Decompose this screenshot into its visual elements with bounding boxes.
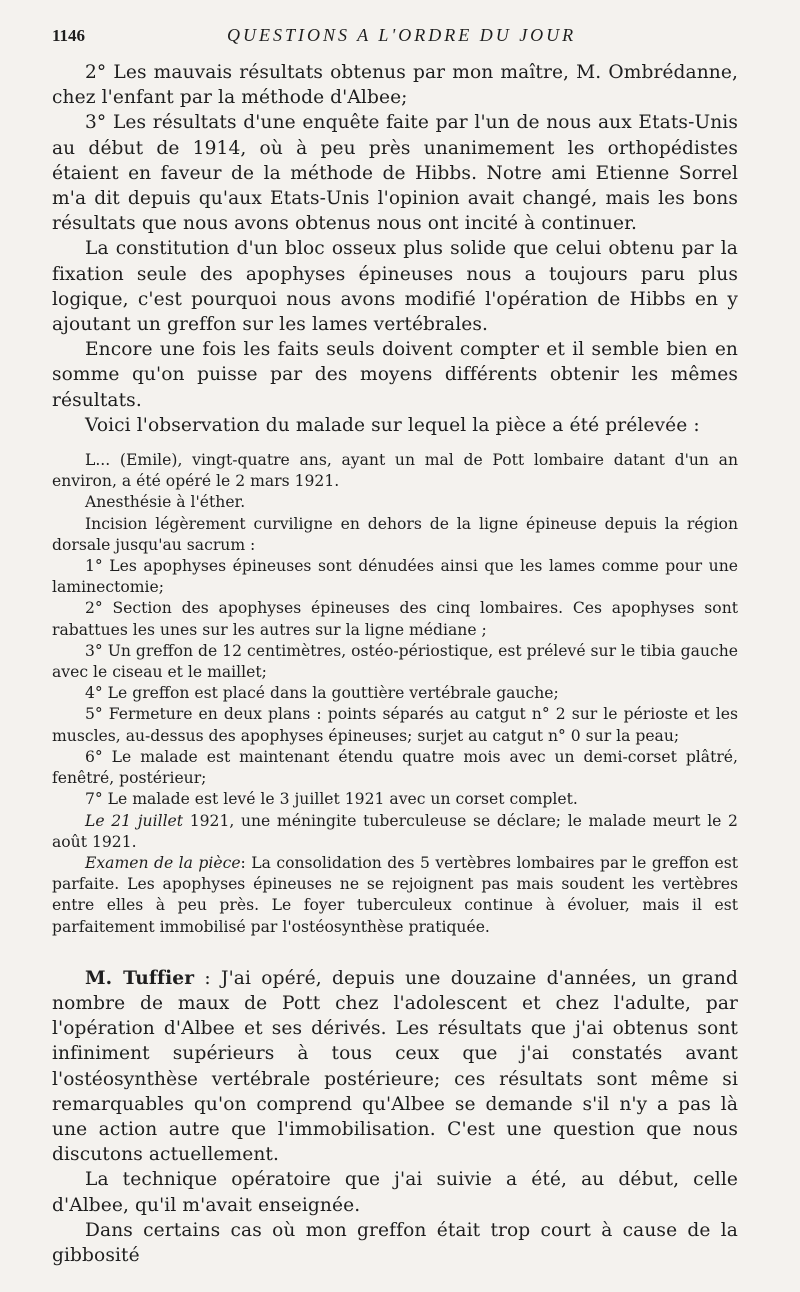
observation-block <box>52 450 738 938</box>
deces-paragraph <box>52 811 738 853</box>
main-text <box>52 60 738 438</box>
paragraph: La constitution d'un bloc osseux plus solide que celui obtenu par la fixation seule des apophyses épineuses nous a toujours paru plus logique, c'est pourquoi nous avons modifié l'opération de Hibbs en y ajoutant un greffon sur les lames vertébrales. <box>52 238 738 336</box>
tuffier-paragraph <box>52 966 738 1168</box>
paragraph: Voici l'observation du malade sur lequel la pièce a été prélevée : <box>85 414 700 436</box>
page-number: 1146 <box>52 26 86 45</box>
paragraph: La technique opératoire que j'ai suivie a été, au début, celle d'Albee, qu'il m'avait enseignée. <box>52 1169 738 1216</box>
speaker-name: M. Tuffier <box>85 967 195 989</box>
paragraph: Dans certains cas où mon greffon était trop court à cause de la gibbosité <box>52 1219 738 1266</box>
observation-line: 1° Les apophyses épineuses sont dénudées ainsi que les lames comme pour une laminectomie; <box>52 557 738 597</box>
paragraph: Encore une fois les faits seuls doivent compter et il semble bien en somme qu'on puisse par des moyens différents obtenir les mêmes résultats. <box>52 339 738 411</box>
paragraph: 2° Les mauvais résultats obtenus par mon maître, M. Ombrédanne, chez l'enfant par la méthode d'Albee; <box>52 62 738 109</box>
observation-line: Anesthésie à l'éther. <box>85 493 246 512</box>
running-title: QUESTIONS A L'ORDRE DU JOUR <box>227 25 577 45</box>
observation-line: L... (Emile), vingt-quatre ans, ayant un mal de Pott lombaire datant d'un an environ, a été opéré le 2 mars 1921. <box>52 451 738 491</box>
examen-paragraph <box>52 853 738 938</box>
tuffier-intro: : J'ai opéré, depuis une douzaine d'années, un grand nombre de maux de Pott chez l'adolescent et chez l'adulte, par l'opération d'Albee et ses dérivés. Les résultats que j'ai obtenus sont infiniment supérieurs à tous ceux que j'ai constatés avant l'ostéosynthèse vertébrale postérieure; ces résultats sont même si remarquables qu'on comprend qu'Albee se demande s'il n'y a pas là une action autre que l'immobilisation. C'est une question que nous discutons actuellement. <box>52 967 738 1166</box>
observation-line: 3° Un greffon de 12 centimètres, ostéo-périostique, est prélevé sur le tibia gauche avec le ciseau et le maillet; <box>52 641 738 682</box>
deces-date: Le 21 juillet <box>85 811 184 830</box>
examen-text: : La consolidation des 5 vertèbres lombaires par le greffon est parfaite. Les apophyses épineuses ne se rejoignent pas mais soudent les vertèbres entre elles à peu près. Le foyer tuberculeux continue à évoluer, mais il est parfaitement immobilisé par l'ostéosynthèse pratiquée. <box>52 853 738 936</box>
page-header <box>52 22 738 52</box>
examen-label: Examen de la pièce <box>85 853 241 872</box>
observation-line: 5° Fermeture en deux plans : points séparés au catgut n° 2 sur le périoste et les muscles, au-dessus des apophyses épineuses; surjet au catgut n° 0 sur la peau; <box>52 705 738 745</box>
observation-line: 7° Le malade est levé le 3 juillet 1921 avec un corset complet. <box>85 790 578 809</box>
paragraph: 3° Les résultats d'une enquête faite par l'un de nous aux Etats-Unis au début de 1914, où à peu près unanimement les orthopédistes étaient en faveur de la méthode de Hibbs. Notre ami Etienne Sorrel m'a dit depuis qu'aux Etats-Unis l'opinion avait changé, mais les bons résultats que nous avons obtenus nous ont incité à continuer. <box>52 112 738 235</box>
deces-text: 1921, une méningite tuberculeuse se déclare; le malade meurt le 2 août 1921. <box>52 811 738 851</box>
observation-line: 2° Section des apophyses épineuses des cinq lombaires. Ces apophyses sont rabattues les unes sur les autres sur la ligne médiane ; <box>52 599 738 639</box>
observation-line: 4° Le greffon est placé dans la gouttière vertébrale gauche; <box>85 684 559 703</box>
observation-line: 6° Le malade est maintenant étendu quatre mois avec un demi-corset plâtré, fenêtré, postérieur; <box>52 747 738 788</box>
observation-line: Incision légèrement curviligne en dehors de la ligne épineuse depuis la région dorsale jusqu'au sacrum : <box>52 514 738 554</box>
tuffier-section <box>52 966 738 1268</box>
